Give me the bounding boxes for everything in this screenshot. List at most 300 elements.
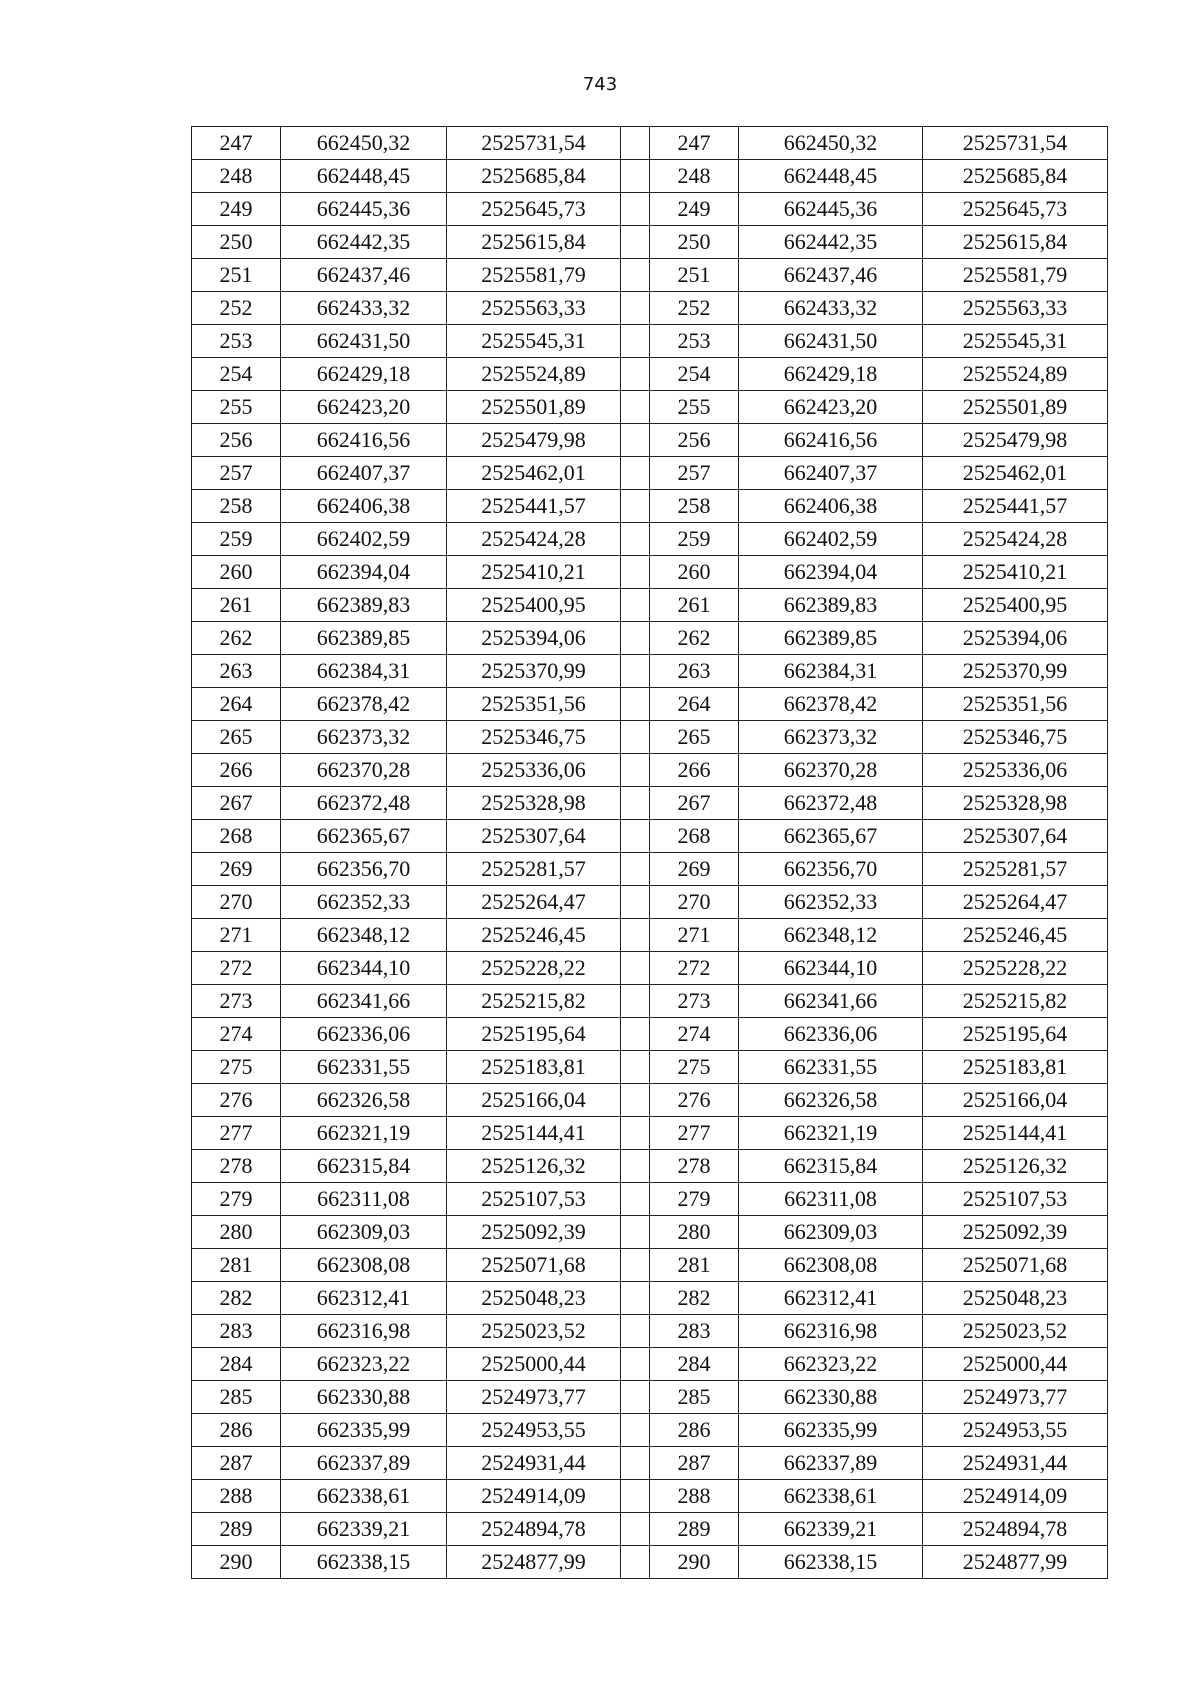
left-x-coordinate-cell: 662323,22 xyxy=(281,1348,447,1381)
table-row xyxy=(192,457,1108,490)
left-x-coordinate-cell: 662348,12 xyxy=(281,919,447,952)
right-y-coordinate-cell: 2525328,98 xyxy=(923,787,1108,820)
left-point-number-cell: 267 xyxy=(192,787,281,820)
left-x-coordinate-cell: 662341,66 xyxy=(281,985,447,1018)
left-y-coordinate-cell: 2525563,33 xyxy=(447,292,621,325)
spacer-cell xyxy=(621,193,650,226)
right-x-coordinate-cell: 662336,06 xyxy=(739,1018,923,1051)
left-x-coordinate-cell: 662335,99 xyxy=(281,1414,447,1447)
left-point-number-cell: 251 xyxy=(192,259,281,292)
table-row xyxy=(192,1051,1108,1084)
table-row xyxy=(192,1183,1108,1216)
left-y-coordinate-cell: 2525328,98 xyxy=(447,787,621,820)
spacer-cell xyxy=(621,1117,650,1150)
spacer-cell xyxy=(621,1216,650,1249)
table-row xyxy=(192,754,1108,787)
spacer-cell xyxy=(621,457,650,490)
left-point-number-cell: 260 xyxy=(192,556,281,589)
right-x-coordinate-cell: 662315,84 xyxy=(739,1150,923,1183)
right-x-coordinate-cell: 662335,99 xyxy=(739,1414,923,1447)
right-x-coordinate-cell: 662394,04 xyxy=(739,556,923,589)
left-point-number-cell: 285 xyxy=(192,1381,281,1414)
left-y-coordinate-cell: 2525092,39 xyxy=(447,1216,621,1249)
left-x-coordinate-cell: 662331,55 xyxy=(281,1051,447,1084)
left-point-number-cell: 277 xyxy=(192,1117,281,1150)
right-y-coordinate-cell: 2525645,73 xyxy=(923,193,1108,226)
left-point-number-cell: 268 xyxy=(192,820,281,853)
right-y-coordinate-cell: 2525545,31 xyxy=(923,325,1108,358)
left-y-coordinate-cell: 2525048,23 xyxy=(447,1282,621,1315)
right-y-coordinate-cell: 2525462,01 xyxy=(923,457,1108,490)
right-x-coordinate-cell: 662437,46 xyxy=(739,259,923,292)
right-y-coordinate-cell: 2524953,55 xyxy=(923,1414,1108,1447)
right-point-number-cell: 261 xyxy=(650,589,739,622)
right-point-number-cell: 282 xyxy=(650,1282,739,1315)
left-y-coordinate-cell: 2525107,53 xyxy=(447,1183,621,1216)
right-point-number-cell: 263 xyxy=(650,655,739,688)
left-y-coordinate-cell: 2525731,54 xyxy=(447,127,621,160)
left-point-number-cell: 253 xyxy=(192,325,281,358)
left-point-number-cell: 272 xyxy=(192,952,281,985)
right-y-coordinate-cell: 2525336,06 xyxy=(923,754,1108,787)
right-y-coordinate-cell: 2525107,53 xyxy=(923,1183,1108,1216)
table-row xyxy=(192,1084,1108,1117)
left-point-number-cell: 274 xyxy=(192,1018,281,1051)
right-point-number-cell: 266 xyxy=(650,754,739,787)
right-x-coordinate-cell: 662431,50 xyxy=(739,325,923,358)
table-row xyxy=(192,1282,1108,1315)
left-x-coordinate-cell: 662370,28 xyxy=(281,754,447,787)
right-point-number-cell: 253 xyxy=(650,325,739,358)
right-x-coordinate-cell: 662321,19 xyxy=(739,1117,923,1150)
left-point-number-cell: 270 xyxy=(192,886,281,919)
left-point-number-cell: 262 xyxy=(192,622,281,655)
right-point-number-cell: 264 xyxy=(650,688,739,721)
table-row xyxy=(192,1513,1108,1546)
right-point-number-cell: 274 xyxy=(650,1018,739,1051)
right-point-number-cell: 250 xyxy=(650,226,739,259)
left-y-coordinate-cell: 2525351,56 xyxy=(447,688,621,721)
right-x-coordinate-cell: 662365,67 xyxy=(739,820,923,853)
right-x-coordinate-cell: 662370,28 xyxy=(739,754,923,787)
right-y-coordinate-cell: 2525144,41 xyxy=(923,1117,1108,1150)
left-x-coordinate-cell: 662402,59 xyxy=(281,523,447,556)
left-x-coordinate-cell: 662389,83 xyxy=(281,589,447,622)
right-y-coordinate-cell: 2525071,68 xyxy=(923,1249,1108,1282)
table-row xyxy=(192,424,1108,457)
right-x-coordinate-cell: 662423,20 xyxy=(739,391,923,424)
right-x-coordinate-cell: 662416,56 xyxy=(739,424,923,457)
right-y-coordinate-cell: 2525400,95 xyxy=(923,589,1108,622)
right-y-coordinate-cell: 2525731,54 xyxy=(923,127,1108,160)
right-y-coordinate-cell: 2525563,33 xyxy=(923,292,1108,325)
left-x-coordinate-cell: 662378,42 xyxy=(281,688,447,721)
left-y-coordinate-cell: 2524931,44 xyxy=(447,1447,621,1480)
right-point-number-cell: 281 xyxy=(650,1249,739,1282)
spacer-cell xyxy=(621,1315,650,1348)
right-x-coordinate-cell: 662445,36 xyxy=(739,193,923,226)
left-y-coordinate-cell: 2525462,01 xyxy=(447,457,621,490)
spacer-cell xyxy=(621,853,650,886)
right-x-coordinate-cell: 662348,12 xyxy=(739,919,923,952)
left-x-coordinate-cell: 662330,88 xyxy=(281,1381,447,1414)
spacer-cell xyxy=(621,820,650,853)
right-point-number-cell: 265 xyxy=(650,721,739,754)
left-point-number-cell: 257 xyxy=(192,457,281,490)
spacer-cell xyxy=(621,721,650,754)
left-point-number-cell: 258 xyxy=(192,490,281,523)
left-y-coordinate-cell: 2525307,64 xyxy=(447,820,621,853)
left-x-coordinate-cell: 662406,38 xyxy=(281,490,447,523)
right-y-coordinate-cell: 2525479,98 xyxy=(923,424,1108,457)
spacer-cell xyxy=(621,688,650,721)
left-y-coordinate-cell: 2525281,57 xyxy=(447,853,621,886)
left-point-number-cell: 288 xyxy=(192,1480,281,1513)
left-y-coordinate-cell: 2525685,84 xyxy=(447,160,621,193)
left-y-coordinate-cell: 2524894,78 xyxy=(447,1513,621,1546)
left-x-coordinate-cell: 662450,32 xyxy=(281,127,447,160)
spacer-cell xyxy=(621,1546,650,1579)
right-point-number-cell: 280 xyxy=(650,1216,739,1249)
right-y-coordinate-cell: 2525307,64 xyxy=(923,820,1108,853)
right-x-coordinate-cell: 662309,03 xyxy=(739,1216,923,1249)
spacer-cell xyxy=(621,1381,650,1414)
right-point-number-cell: 277 xyxy=(650,1117,739,1150)
left-x-coordinate-cell: 662448,45 xyxy=(281,160,447,193)
right-x-coordinate-cell: 662442,35 xyxy=(739,226,923,259)
table-row xyxy=(192,556,1108,589)
left-y-coordinate-cell: 2525195,64 xyxy=(447,1018,621,1051)
left-y-coordinate-cell: 2525370,99 xyxy=(447,655,621,688)
spacer-cell xyxy=(621,1480,650,1513)
spacer-cell xyxy=(621,1282,650,1315)
spacer-cell xyxy=(621,556,650,589)
right-x-coordinate-cell: 662337,89 xyxy=(739,1447,923,1480)
table-row xyxy=(192,1150,1108,1183)
left-y-coordinate-cell: 2525400,95 xyxy=(447,589,621,622)
right-y-coordinate-cell: 2524894,78 xyxy=(923,1513,1108,1546)
right-point-number-cell: 248 xyxy=(650,160,739,193)
left-point-number-cell: 278 xyxy=(192,1150,281,1183)
left-x-coordinate-cell: 662326,58 xyxy=(281,1084,447,1117)
right-x-coordinate-cell: 662429,18 xyxy=(739,358,923,391)
left-y-coordinate-cell: 2524953,55 xyxy=(447,1414,621,1447)
spacer-cell xyxy=(621,787,650,820)
right-y-coordinate-cell: 2524931,44 xyxy=(923,1447,1108,1480)
right-point-number-cell: 257 xyxy=(650,457,739,490)
table-row xyxy=(192,985,1108,1018)
right-y-coordinate-cell: 2525126,32 xyxy=(923,1150,1108,1183)
left-x-coordinate-cell: 662373,32 xyxy=(281,721,447,754)
table-row xyxy=(192,1480,1108,1513)
right-point-number-cell: 273 xyxy=(650,985,739,1018)
left-y-coordinate-cell: 2525071,68 xyxy=(447,1249,621,1282)
spacer-cell xyxy=(621,1183,650,1216)
left-x-coordinate-cell: 662321,19 xyxy=(281,1117,447,1150)
right-point-number-cell: 251 xyxy=(650,259,739,292)
right-point-number-cell: 275 xyxy=(650,1051,739,1084)
left-x-coordinate-cell: 662372,48 xyxy=(281,787,447,820)
left-point-number-cell: 282 xyxy=(192,1282,281,1315)
right-point-number-cell: 283 xyxy=(650,1315,739,1348)
right-x-coordinate-cell: 662448,45 xyxy=(739,160,923,193)
left-y-coordinate-cell: 2525479,98 xyxy=(447,424,621,457)
spacer-cell xyxy=(621,985,650,1018)
spacer-cell xyxy=(621,1150,650,1183)
spacer-cell xyxy=(621,292,650,325)
left-y-coordinate-cell: 2525246,45 xyxy=(447,919,621,952)
right-x-coordinate-cell: 662352,33 xyxy=(739,886,923,919)
right-point-number-cell: 288 xyxy=(650,1480,739,1513)
table-row xyxy=(192,325,1108,358)
left-x-coordinate-cell: 662384,31 xyxy=(281,655,447,688)
right-x-coordinate-cell: 662389,83 xyxy=(739,589,923,622)
right-x-coordinate-cell: 662389,85 xyxy=(739,622,923,655)
left-x-coordinate-cell: 662445,36 xyxy=(281,193,447,226)
left-x-coordinate-cell: 662336,06 xyxy=(281,1018,447,1051)
table-row xyxy=(192,1381,1108,1414)
left-x-coordinate-cell: 662308,08 xyxy=(281,1249,447,1282)
right-y-coordinate-cell: 2524973,77 xyxy=(923,1381,1108,1414)
right-point-number-cell: 260 xyxy=(650,556,739,589)
right-x-coordinate-cell: 662316,98 xyxy=(739,1315,923,1348)
right-point-number-cell: 249 xyxy=(650,193,739,226)
left-x-coordinate-cell: 662442,35 xyxy=(281,226,447,259)
left-point-number-cell: 279 xyxy=(192,1183,281,1216)
left-point-number-cell: 283 xyxy=(192,1315,281,1348)
right-x-coordinate-cell: 662330,88 xyxy=(739,1381,923,1414)
right-x-coordinate-cell: 662433,32 xyxy=(739,292,923,325)
spacer-cell xyxy=(621,358,650,391)
right-x-coordinate-cell: 662338,61 xyxy=(739,1480,923,1513)
left-x-coordinate-cell: 662416,56 xyxy=(281,424,447,457)
right-x-coordinate-cell: 662407,37 xyxy=(739,457,923,490)
right-point-number-cell: 269 xyxy=(650,853,739,886)
left-x-coordinate-cell: 662315,84 xyxy=(281,1150,447,1183)
spacer-cell xyxy=(621,622,650,655)
right-x-coordinate-cell: 662402,59 xyxy=(739,523,923,556)
right-x-coordinate-cell: 662344,10 xyxy=(739,952,923,985)
left-y-coordinate-cell: 2525524,89 xyxy=(447,358,621,391)
table-row xyxy=(192,721,1108,754)
left-y-coordinate-cell: 2525501,89 xyxy=(447,391,621,424)
left-point-number-cell: 250 xyxy=(192,226,281,259)
right-point-number-cell: 276 xyxy=(650,1084,739,1117)
left-x-coordinate-cell: 662309,03 xyxy=(281,1216,447,1249)
spacer-cell xyxy=(621,589,650,622)
table-row xyxy=(192,127,1108,160)
table-row xyxy=(192,919,1108,952)
right-point-number-cell: 290 xyxy=(650,1546,739,1579)
left-y-coordinate-cell: 2524914,09 xyxy=(447,1480,621,1513)
right-point-number-cell: 259 xyxy=(650,523,739,556)
table-row xyxy=(192,1117,1108,1150)
right-y-coordinate-cell: 2525441,57 xyxy=(923,490,1108,523)
table-row xyxy=(192,1348,1108,1381)
right-x-coordinate-cell: 662311,08 xyxy=(739,1183,923,1216)
right-point-number-cell: 289 xyxy=(650,1513,739,1546)
left-point-number-cell: 248 xyxy=(192,160,281,193)
spacer-cell xyxy=(621,886,650,919)
right-point-number-cell: 267 xyxy=(650,787,739,820)
left-point-number-cell: 276 xyxy=(192,1084,281,1117)
right-y-coordinate-cell: 2525351,56 xyxy=(923,688,1108,721)
left-x-coordinate-cell: 662423,20 xyxy=(281,391,447,424)
left-point-number-cell: 249 xyxy=(192,193,281,226)
left-point-number-cell: 271 xyxy=(192,919,281,952)
spacer-cell xyxy=(621,1414,650,1447)
left-y-coordinate-cell: 2524973,77 xyxy=(447,1381,621,1414)
table-row xyxy=(192,1249,1108,1282)
table-row xyxy=(192,952,1108,985)
page-number: 743 xyxy=(582,74,618,95)
left-y-coordinate-cell: 2525264,47 xyxy=(447,886,621,919)
spacer-cell xyxy=(621,1249,650,1282)
table-row xyxy=(192,523,1108,556)
spacer-cell xyxy=(621,655,650,688)
table-row xyxy=(192,622,1108,655)
left-point-number-cell: 273 xyxy=(192,985,281,1018)
left-x-coordinate-cell: 662337,89 xyxy=(281,1447,447,1480)
right-point-number-cell: 285 xyxy=(650,1381,739,1414)
right-x-coordinate-cell: 662338,15 xyxy=(739,1546,923,1579)
left-y-coordinate-cell: 2525228,22 xyxy=(447,952,621,985)
left-y-coordinate-cell: 2525336,06 xyxy=(447,754,621,787)
left-point-number-cell: 269 xyxy=(192,853,281,886)
right-y-coordinate-cell: 2525246,45 xyxy=(923,919,1108,952)
right-point-number-cell: 247 xyxy=(650,127,739,160)
right-x-coordinate-cell: 662326,58 xyxy=(739,1084,923,1117)
left-point-number-cell: 275 xyxy=(192,1051,281,1084)
coordinates-table xyxy=(191,126,1108,1579)
right-point-number-cell: 279 xyxy=(650,1183,739,1216)
left-y-coordinate-cell: 2525424,28 xyxy=(447,523,621,556)
left-x-coordinate-cell: 662433,32 xyxy=(281,292,447,325)
table-row xyxy=(192,226,1108,259)
right-x-coordinate-cell: 662378,42 xyxy=(739,688,923,721)
table-row xyxy=(192,193,1108,226)
spacer-cell xyxy=(621,1051,650,1084)
right-y-coordinate-cell: 2525424,28 xyxy=(923,523,1108,556)
left-y-coordinate-cell: 2525441,57 xyxy=(447,490,621,523)
left-point-number-cell: 254 xyxy=(192,358,281,391)
spacer-cell xyxy=(621,424,650,457)
right-x-coordinate-cell: 662341,66 xyxy=(739,985,923,1018)
right-x-coordinate-cell: 662339,21 xyxy=(739,1513,923,1546)
table-row xyxy=(192,1315,1108,1348)
left-x-coordinate-cell: 662312,41 xyxy=(281,1282,447,1315)
table-row xyxy=(192,787,1108,820)
left-point-number-cell: 265 xyxy=(192,721,281,754)
right-y-coordinate-cell: 2525581,79 xyxy=(923,259,1108,292)
right-y-coordinate-cell: 2525346,75 xyxy=(923,721,1108,754)
table-row xyxy=(192,358,1108,391)
right-y-coordinate-cell: 2525023,52 xyxy=(923,1315,1108,1348)
left-point-number-cell: 255 xyxy=(192,391,281,424)
right-point-number-cell: 271 xyxy=(650,919,739,952)
left-point-number-cell: 280 xyxy=(192,1216,281,1249)
right-y-coordinate-cell: 2525410,21 xyxy=(923,556,1108,589)
right-x-coordinate-cell: 662384,31 xyxy=(739,655,923,688)
left-point-number-cell: 256 xyxy=(192,424,281,457)
table-row xyxy=(192,292,1108,325)
left-x-coordinate-cell: 662429,18 xyxy=(281,358,447,391)
right-y-coordinate-cell: 2525370,99 xyxy=(923,655,1108,688)
left-y-coordinate-cell: 2525215,82 xyxy=(447,985,621,1018)
right-x-coordinate-cell: 662450,32 xyxy=(739,127,923,160)
left-y-coordinate-cell: 2525000,44 xyxy=(447,1348,621,1381)
right-y-coordinate-cell: 2525264,47 xyxy=(923,886,1108,919)
spacer-cell xyxy=(621,259,650,292)
right-y-coordinate-cell: 2525228,22 xyxy=(923,952,1108,985)
left-x-coordinate-cell: 662389,85 xyxy=(281,622,447,655)
spacer-cell xyxy=(621,127,650,160)
left-point-number-cell: 263 xyxy=(192,655,281,688)
table-row xyxy=(192,655,1108,688)
spacer-cell xyxy=(621,325,650,358)
spacer-cell xyxy=(621,160,650,193)
right-point-number-cell: 252 xyxy=(650,292,739,325)
left-x-coordinate-cell: 662365,67 xyxy=(281,820,447,853)
right-x-coordinate-cell: 662406,38 xyxy=(739,490,923,523)
right-point-number-cell: 272 xyxy=(650,952,739,985)
spacer-cell xyxy=(621,754,650,787)
right-point-number-cell: 255 xyxy=(650,391,739,424)
left-point-number-cell: 284 xyxy=(192,1348,281,1381)
right-y-coordinate-cell: 2525195,64 xyxy=(923,1018,1108,1051)
left-y-coordinate-cell: 2525166,04 xyxy=(447,1084,621,1117)
left-x-coordinate-cell: 662338,61 xyxy=(281,1480,447,1513)
left-y-coordinate-cell: 2525183,81 xyxy=(447,1051,621,1084)
spacer-cell xyxy=(621,919,650,952)
right-x-coordinate-cell: 662312,41 xyxy=(739,1282,923,1315)
left-x-coordinate-cell: 662311,08 xyxy=(281,1183,447,1216)
right-point-number-cell: 254 xyxy=(650,358,739,391)
left-y-coordinate-cell: 2525545,31 xyxy=(447,325,621,358)
right-point-number-cell: 256 xyxy=(650,424,739,457)
coordinates-table-body xyxy=(192,127,1108,1579)
table-row xyxy=(192,391,1108,424)
right-y-coordinate-cell: 2525048,23 xyxy=(923,1282,1108,1315)
table-row xyxy=(192,886,1108,919)
left-point-number-cell: 252 xyxy=(192,292,281,325)
right-point-number-cell: 287 xyxy=(650,1447,739,1480)
table-row xyxy=(192,259,1108,292)
left-y-coordinate-cell: 2525645,73 xyxy=(447,193,621,226)
right-y-coordinate-cell: 2525092,39 xyxy=(923,1216,1108,1249)
spacer-cell xyxy=(621,490,650,523)
left-point-number-cell: 290 xyxy=(192,1546,281,1579)
left-y-coordinate-cell: 2524877,99 xyxy=(447,1546,621,1579)
left-y-coordinate-cell: 2525615,84 xyxy=(447,226,621,259)
right-y-coordinate-cell: 2524877,99 xyxy=(923,1546,1108,1579)
left-x-coordinate-cell: 662437,46 xyxy=(281,259,447,292)
right-y-coordinate-cell: 2525394,06 xyxy=(923,622,1108,655)
left-point-number-cell: 264 xyxy=(192,688,281,721)
right-y-coordinate-cell: 2525615,84 xyxy=(923,226,1108,259)
left-x-coordinate-cell: 662338,15 xyxy=(281,1546,447,1579)
right-y-coordinate-cell: 2525281,57 xyxy=(923,853,1108,886)
left-x-coordinate-cell: 662316,98 xyxy=(281,1315,447,1348)
right-y-coordinate-cell: 2525685,84 xyxy=(923,160,1108,193)
left-y-coordinate-cell: 2525346,75 xyxy=(447,721,621,754)
spacer-cell xyxy=(621,1447,650,1480)
spacer-cell xyxy=(621,391,650,424)
table-row xyxy=(192,820,1108,853)
left-point-number-cell: 287 xyxy=(192,1447,281,1480)
right-y-coordinate-cell: 2525524,89 xyxy=(923,358,1108,391)
table-row xyxy=(192,1018,1108,1051)
